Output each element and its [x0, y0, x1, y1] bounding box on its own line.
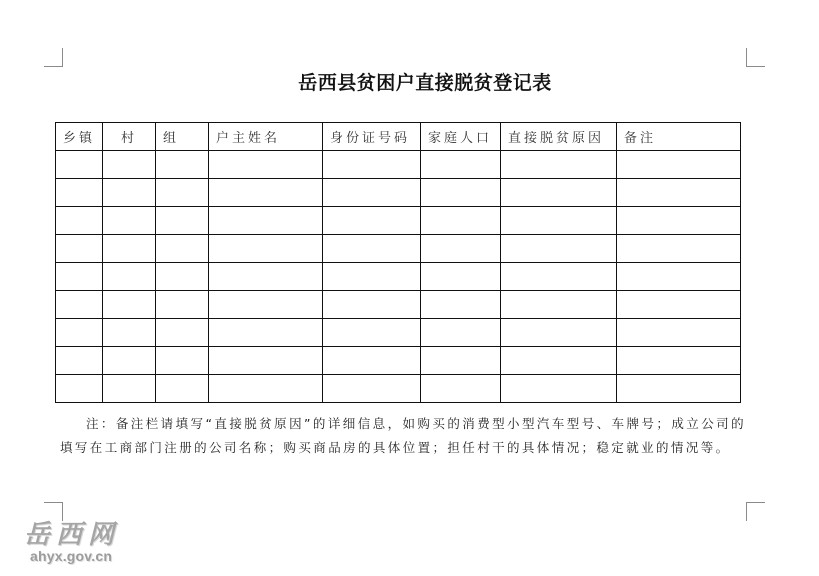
cell-id-number[interactable] — [323, 235, 421, 263]
cell-family-size[interactable] — [421, 263, 501, 291]
cell-poverty-exit-reason[interactable] — [501, 291, 617, 319]
cell-id-number[interactable] — [323, 375, 421, 403]
table-row — [56, 375, 741, 403]
watermark-url: ahyx.gov.cn — [30, 548, 113, 564]
cell-township[interactable] — [56, 291, 103, 319]
cell-family-size[interactable] — [421, 235, 501, 263]
cell-remarks[interactable] — [617, 291, 741, 319]
cell-householder-name[interactable] — [209, 179, 323, 207]
cell-township[interactable] — [56, 179, 103, 207]
cell-householder-name[interactable] — [209, 291, 323, 319]
cell-householder-name[interactable] — [209, 347, 323, 375]
header-remarks: 备注 — [617, 123, 741, 151]
table-row — [56, 207, 741, 235]
cell-householder-name[interactable] — [209, 207, 323, 235]
cell-householder-name[interactable] — [209, 375, 323, 403]
cell-family-size[interactable] — [421, 207, 501, 235]
cell-township[interactable] — [56, 375, 103, 403]
cell-householder-name[interactable] — [209, 263, 323, 291]
table-row — [56, 263, 741, 291]
cell-group[interactable] — [156, 291, 209, 319]
cell-householder-name[interactable] — [209, 235, 323, 263]
cell-householder-name[interactable] — [209, 319, 323, 347]
header-village: 村 — [103, 123, 156, 151]
cell-remarks[interactable] — [617, 263, 741, 291]
cell-id-number[interactable] — [323, 347, 421, 375]
cell-group[interactable] — [156, 151, 209, 179]
cell-family-size[interactable] — [421, 375, 501, 403]
cell-poverty-exit-reason[interactable] — [501, 151, 617, 179]
header-group: 组 — [156, 123, 209, 151]
cell-township[interactable] — [56, 207, 103, 235]
cell-poverty-exit-reason[interactable] — [501, 263, 617, 291]
watermark-logo-text: 岳西网 — [24, 520, 121, 550]
cell-family-size[interactable] — [421, 347, 501, 375]
cell-poverty-exit-reason[interactable] — [501, 319, 617, 347]
cell-group[interactable] — [156, 207, 209, 235]
cell-group[interactable] — [156, 319, 209, 347]
table-row — [56, 291, 741, 319]
table-row — [56, 151, 741, 179]
header-township: 乡镇 — [56, 123, 103, 151]
header-poverty-exit-reason: 直接脱贫原因 — [501, 123, 617, 151]
cell-id-number[interactable] — [323, 291, 421, 319]
cell-remarks[interactable] — [617, 319, 741, 347]
table-row — [56, 319, 741, 347]
cell-remarks[interactable] — [617, 151, 741, 179]
cell-village[interactable] — [103, 291, 156, 319]
cell-poverty-exit-reason[interactable] — [501, 179, 617, 207]
cell-poverty-exit-reason[interactable] — [501, 207, 617, 235]
cell-village[interactable] — [103, 263, 156, 291]
cell-township[interactable] — [56, 263, 103, 291]
cell-township[interactable] — [56, 319, 103, 347]
table-row — [56, 347, 741, 375]
cell-id-number[interactable] — [323, 263, 421, 291]
header-id-number: 身份证号码 — [323, 123, 421, 151]
cell-householder-name[interactable] — [209, 151, 323, 179]
footnote: 注：备注栏请填写“直接脱贫原因”的详细信息，如购买的消费型小型汽车型号、车牌号；成立公司的填写在工商部门注册的公司名称；购买商品房的具体位置；担任村干的具体情况；稳定就业的情况等。 — [60, 416, 746, 455]
cell-family-size[interactable] — [421, 291, 501, 319]
cell-poverty-exit-reason[interactable] — [501, 347, 617, 375]
registration-table — [55, 122, 741, 403]
cell-village[interactable] — [103, 179, 156, 207]
cell-remarks[interactable] — [617, 179, 741, 207]
document-title: 岳西县贫困户直接脱贫登记表 — [298, 72, 552, 94]
table-header-row — [56, 123, 741, 151]
cell-poverty-exit-reason[interactable] — [501, 375, 617, 403]
cell-family-size[interactable] — [421, 151, 501, 179]
cell-poverty-exit-reason[interactable] — [501, 235, 617, 263]
cell-village[interactable] — [103, 151, 156, 179]
cell-remarks[interactable] — [617, 235, 741, 263]
cell-village[interactable] — [103, 319, 156, 347]
cell-family-size[interactable] — [421, 179, 501, 207]
watermark-logo — [22, 514, 142, 570]
cell-remarks[interactable] — [617, 207, 741, 235]
cell-id-number[interactable] — [323, 179, 421, 207]
cell-township[interactable] — [56, 151, 103, 179]
page-corner-mark-top-left — [44, 48, 63, 67]
cell-remarks[interactable] — [617, 375, 741, 403]
table-row — [56, 179, 741, 207]
cell-group[interactable] — [156, 347, 209, 375]
cell-group[interactable] — [156, 263, 209, 291]
cell-id-number[interactable] — [323, 207, 421, 235]
cell-group[interactable] — [156, 179, 209, 207]
cell-id-number[interactable] — [323, 319, 421, 347]
cell-remarks[interactable] — [617, 347, 741, 375]
page-corner-mark-top-right — [746, 48, 765, 67]
cell-village[interactable] — [103, 375, 156, 403]
cell-id-number[interactable] — [323, 151, 421, 179]
table-body — [56, 151, 741, 403]
table-row — [56, 235, 741, 263]
cell-village[interactable] — [103, 235, 156, 263]
cell-group[interactable] — [156, 375, 209, 403]
cell-group[interactable] — [156, 235, 209, 263]
header-householder-name: 户主姓名 — [209, 123, 323, 151]
header-family-size: 家庭人口 — [421, 123, 501, 151]
cell-township[interactable] — [56, 235, 103, 263]
cell-family-size[interactable] — [421, 319, 501, 347]
cell-township[interactable] — [56, 347, 103, 375]
cell-village[interactable] — [103, 207, 156, 235]
page-corner-mark-bottom-right — [746, 502, 765, 521]
cell-village[interactable] — [103, 347, 156, 375]
